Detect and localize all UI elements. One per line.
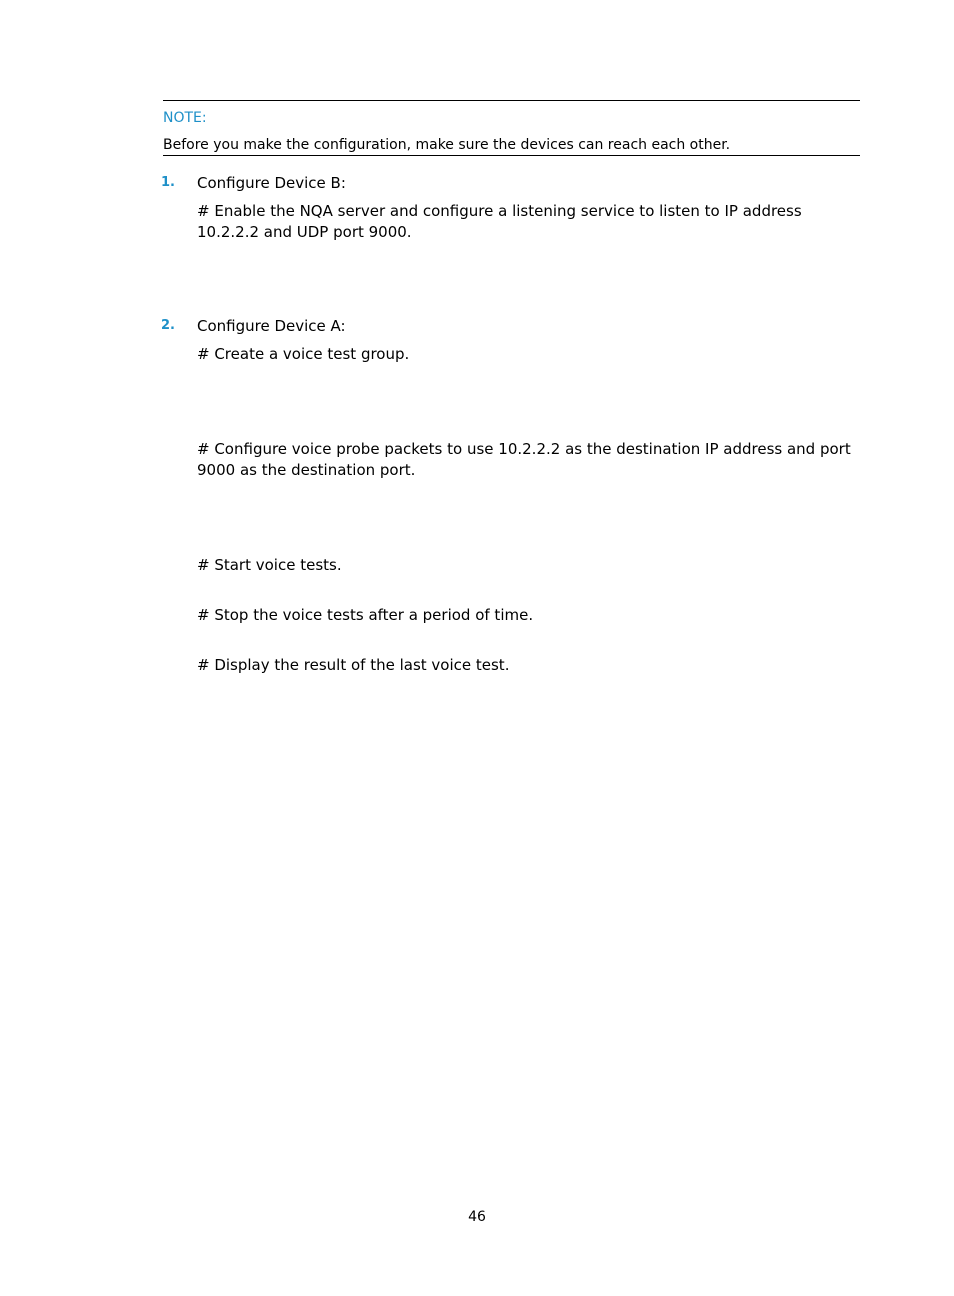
note-box — [163, 100, 860, 156]
step-title-configure-device-b: Configure Device B: — [197, 174, 346, 192]
paragraph-start-voice-tests: # Start voice tests. — [197, 556, 342, 574]
step-title-configure-device-a: Configure Device A: — [197, 317, 346, 335]
step-number-1: 1. — [161, 175, 175, 190]
page-number: 46 — [468, 1209, 486, 1225]
paragraph-create-voice-test-group: # Create a voice test group. — [197, 345, 410, 363]
step-number-2: 2. — [161, 318, 175, 333]
paragraph-configure-voice-probe: # Configure voice probe packets to use 10.2.2.2 as the destination IP address and port 9000 as the destination port. — [197, 440, 851, 479]
note-label: NOTE: — [163, 110, 207, 126]
note-text: Before you make the configuration, make sure the devices can reach each other. — [163, 137, 731, 153]
paragraph-enable-nqa-server: # Enable the NQA server and configure a listening service to listen to IP address 10.2.2.2 and UDP port 9000. — [197, 202, 802, 241]
paragraph-display-result: # Display the result of the last voice test. — [197, 656, 510, 674]
paragraph-stop-voice-tests: # Stop the voice tests after a period of time. — [197, 606, 534, 624]
